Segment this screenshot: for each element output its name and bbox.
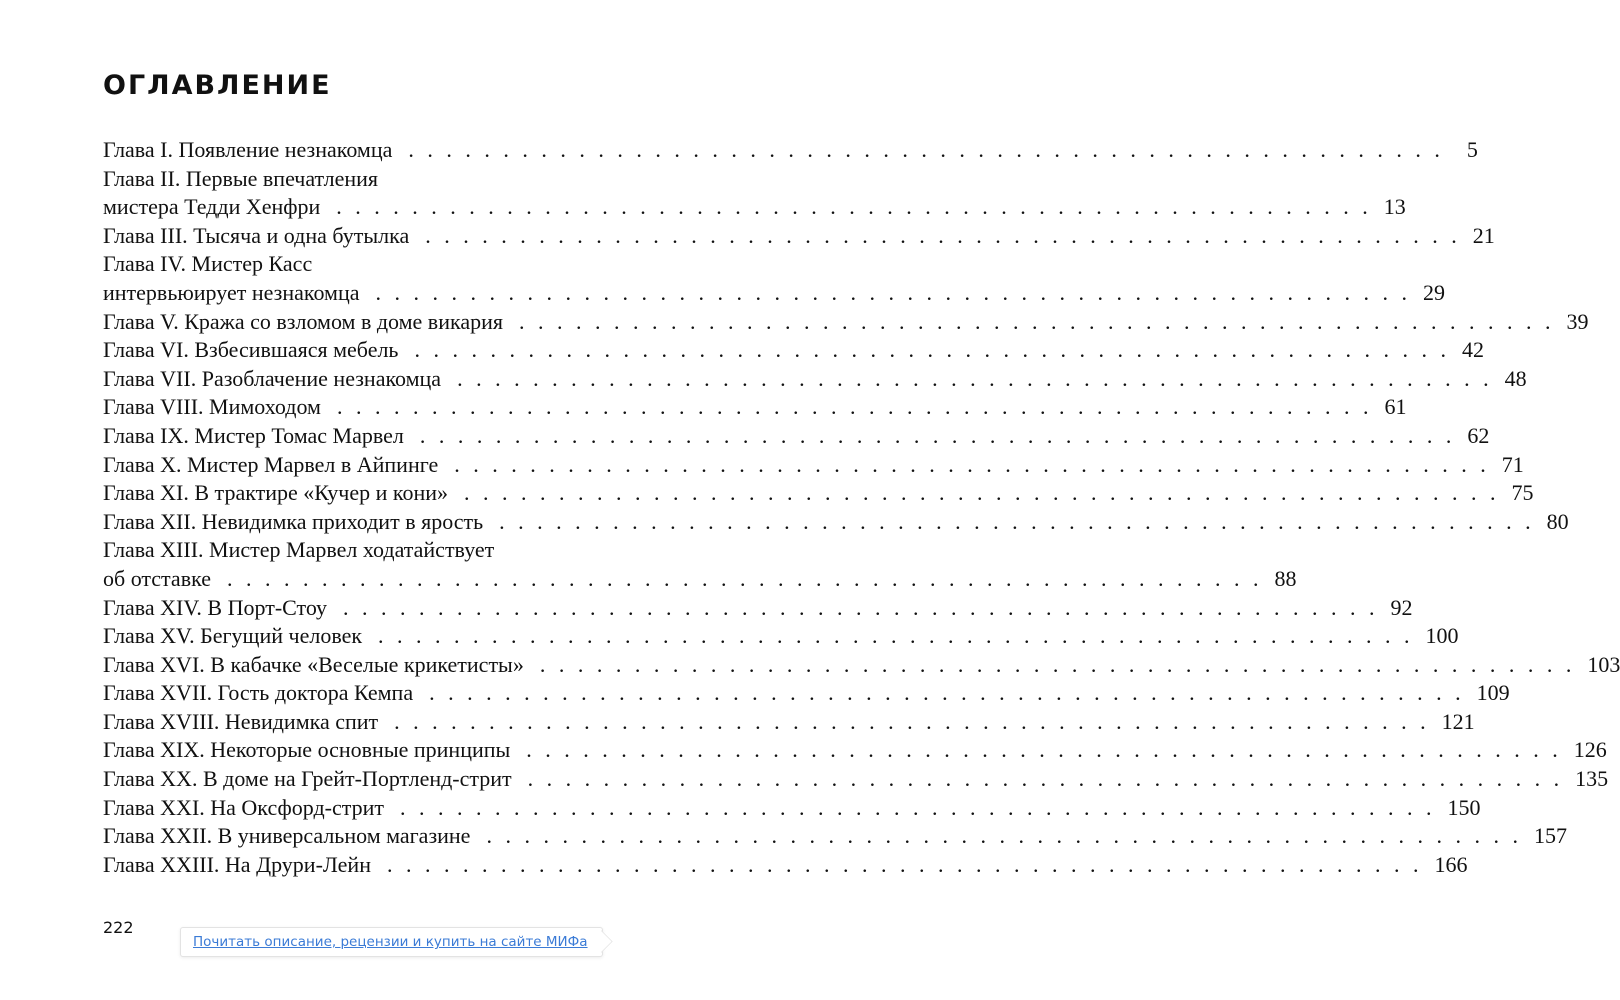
- toc-leader-dots: . . . . . . . . . . . . . . . . . . . . . . . . . . . . . . . . . . . . . . . . . . . . . . . . . . . . . . .: [414, 337, 1450, 363]
- toc-entry-page: 21: [1472, 222, 1495, 248]
- toc-entry-title: интервьюирует незнакомца: [103, 279, 360, 305]
- toc-leader-dots: . . . . . . . . . . . . . . . . . . . . . . . . . . . . . . . . . . . . . . . . . . . . . . . . . . . . . . .: [499, 508, 1535, 534]
- toc-leader-dots: . . . . . . . . . . . . . . . . . . . . . . . . . . . . . . . . . . . . . . . . . . . . . . . . . . . . . . .: [378, 623, 1414, 649]
- toc-entry-page: 80: [1546, 508, 1569, 534]
- toc-entry: [103, 651, 1620, 680]
- toc-entry-title: Глава VIII. Мимоходом: [103, 394, 321, 420]
- toc-leader-dots: . . . . . . . . . . . . . . . . . . . . . . . . . . . . . . . . . . . . . . . . . . . . . . . . . . . . . . .: [336, 194, 1372, 220]
- toc-leader-dots: . . . . . . . . . . . . . . . . . . . . . . . . . . . . . . . . . . . . . . . . . . . . . . . . . . . . . . .: [518, 308, 1555, 334]
- toc-entry-title: Глава XVIII. Невидимка спит: [103, 708, 379, 734]
- toc-entry-page: 150: [1447, 794, 1481, 820]
- toc-leader-dots: . . . . . . . . . . . . . . . . . . . . . . . . . . . . . . . . . . . . . . . . . . . . . . . . . . . . . . .: [454, 451, 1490, 477]
- toc-entry: [103, 536, 680, 565]
- toc-entry: [103, 594, 1413, 623]
- toc-leader-dots: . . . . . . . . . . . . . . . . . . . . . . . . . . . . . . . . . . . . . . . . . . . . . . . . . . . . . . .: [336, 394, 1373, 420]
- toc-entry: [103, 365, 1527, 394]
- toc-entry-page: 29: [1423, 279, 1446, 305]
- toc-entry: [103, 393, 1407, 422]
- toc-entry: [103, 451, 1524, 480]
- toc-entry: [103, 336, 1484, 365]
- toc-leader-dots: . . . . . . . . . . . . . . . . . . . . . . . . . . . . . . . . . . . . . . . . . . . . . . . . . . . . . . .: [386, 851, 1423, 877]
- toc-entry-title: Глава XIX. Некоторые основные принципы: [103, 737, 511, 763]
- toc-entry-page: 166: [1434, 851, 1468, 877]
- toc-entry-title: Глава III. Тысяча и одна бутылка: [103, 222, 410, 248]
- toc-entry-title: Глава XI. В трактире «Кучер и кони»: [103, 480, 448, 506]
- toc-entry: [103, 136, 1478, 165]
- toc-leader-dots: . . . . . . . . . . . . . . . . . . . . . . . . . . . . . . . . . . . . . . . . . . . . . . . . . . . . . . .: [343, 594, 1379, 620]
- toc-leader-dots: . . . . . . . . . . . . . . . . . . . . . . . . . . . . . . . . . . . . . . . . . . . . . . . . . . . . . . .: [457, 365, 1493, 391]
- toc-entry: [103, 679, 1510, 708]
- link-arrow-icon: [590, 930, 612, 952]
- toc-entry-title: Глава XIII. Мистер Марвел ходатайствует: [103, 537, 495, 563]
- toc-entry: [103, 822, 1567, 851]
- toc-leader-dots: . . . . . . . . . . . . . . . . . . . . . . . . . . . . . . . . . . . . . . . . . . . . . . . . . . . . . . .: [539, 651, 1576, 677]
- toc-entry-title: Глава XIV. В Порт-Стоу: [103, 594, 328, 620]
- toc-entry: [103, 794, 1481, 823]
- toc-entry: [103, 165, 680, 194]
- toc-entry-title: Глава XVI. В кабачке «Веселые крикетисты»: [103, 651, 524, 677]
- table-of-contents: [103, 136, 1620, 879]
- toc-entry-title: Глава XXIII. На Друри-Лейн: [103, 851, 371, 877]
- toc-leader-dots: . . . . . . . . . . . . . . . . . . . . . . . . . . . . . . . . . . . . . . . . . . . . . . . . . . . . . . .: [486, 823, 1522, 849]
- page-number: 222: [103, 918, 134, 937]
- toc-entry: [103, 708, 1475, 737]
- toc-entry-title: Глава II. Первые впечатления: [103, 165, 379, 191]
- toc-entry-page: 103: [1587, 651, 1620, 677]
- toc-entry-title: Глава IV. Мистер Касс: [103, 251, 313, 277]
- buy-link-label[interactable]: Почитать описание, рецензии и купить на сайте МИФа: [193, 934, 588, 950]
- toc-entry-page: 39: [1566, 308, 1589, 334]
- toc-entry-page: 75: [1511, 480, 1534, 506]
- toc-entry-page: 88: [1274, 565, 1297, 591]
- toc-leader-dots: . . . . . . . . . . . . . . . . . . . . . . . . . . . . . . . . . . . . . . . . . . . . . . . . . . . . . . .: [375, 279, 1412, 305]
- toc-leader-dots: . . . . . . . . . . . . . . . . . . . . . . . . . . . . . . . . . . . . . . . . . . . . . . . . . . . . . . .: [227, 565, 1263, 591]
- toc-leader-dots: . . . . . . . . . . . . . . . . . . . . . . . . . . . . . . . . . . . . . . . . . . . . . . . . . . . . . . .: [408, 137, 1444, 162]
- toc-entry-page: 48: [1504, 365, 1527, 391]
- buy-link[interactable]: [180, 927, 603, 957]
- toc-entry-page: 13: [1383, 194, 1406, 220]
- toc-leader-dots: . . . . . . . . . . . . . . . . . . . . . . . . . . . . . . . . . . . . . . . . . . . . . . . . . . . . . . .: [394, 708, 1430, 734]
- toc-leader-dots: . . . . . . . . . . . . . . . . . . . . . . . . . . . . . . . . . . . . . . . . . . . . . . . . . . . . . . .: [400, 794, 1436, 820]
- toc-entry: [103, 250, 680, 279]
- toc-leader-dots: . . . . . . . . . . . . . . . . . . . . . . . . . . . . . . . . . . . . . . . . . . . . . . . . . . . . . . .: [464, 480, 1500, 506]
- toc-entry: [103, 765, 1609, 794]
- toc-entry-page: 5: [1466, 137, 1478, 162]
- toc-entry-page: 157: [1533, 823, 1567, 849]
- toc-entry-title: Глава XX. В доме на Грейт-Портленд-стрит: [103, 766, 512, 792]
- toc-entry: [103, 193, 1406, 222]
- toc-entry-title: Глава V. Кража со взломом в доме викария: [103, 308, 503, 334]
- toc-entry: [103, 422, 1490, 451]
- toc-leader-dots: . . . . . . . . . . . . . . . . . . . . . . . . . . . . . . . . . . . . . . . . . . . . . . . . . . . . . . .: [526, 737, 1562, 763]
- page-title: ОГЛАВЛЕНИЕ: [103, 70, 332, 101]
- toc-leader-dots: . . . . . . . . . . . . . . . . . . . . . . . . . . . . . . . . . . . . . . . . . . . . . . . . . . . . . . .: [527, 766, 1564, 792]
- toc-entry-title: мистера Тедди Хенфри: [103, 194, 321, 220]
- toc-entry-title: Глава VI. Взбесившаяся мебель: [103, 337, 399, 363]
- toc-entry-title: Глава IX. Мистер Томас Марвел: [103, 422, 404, 448]
- toc-leader-dots: . . . . . . . . . . . . . . . . . . . . . . . . . . . . . . . . . . . . . . . . . . . . . . . . . . . . . . .: [419, 422, 1456, 448]
- toc-entry: [103, 851, 1468, 880]
- toc-entry-page: 100: [1425, 623, 1459, 649]
- toc-entry-title: об отставке: [103, 565, 211, 591]
- toc-entry-title: Глава XII. Невидимка приходит в ярость: [103, 508, 484, 534]
- toc-leader-dots: . . . . . . . . . . . . . . . . . . . . . . . . . . . . . . . . . . . . . . . . . . . . . . . . . . . . . . .: [429, 680, 1465, 706]
- toc-entry-title: Глава X. Мистер Марвел в Айпинге: [103, 451, 439, 477]
- toc-entry: [103, 508, 1569, 537]
- toc-entry-page: 121: [1441, 708, 1475, 734]
- toc-entry-title: Глава XXI. На Оксфорд-стрит: [103, 794, 385, 820]
- toc-entry-page: 109: [1476, 680, 1510, 706]
- toc-entry-title: Глава XVII. Гость доктора Кемпа: [103, 680, 414, 706]
- toc-entry-page: 61: [1384, 394, 1407, 420]
- toc-entry: [103, 565, 1297, 594]
- toc-entry: [103, 308, 1589, 337]
- toc-entry: [103, 479, 1534, 508]
- toc-entry-title: Глава VII. Разоблачение незнакомца: [103, 365, 442, 391]
- toc-leader-dots: . . . . . . . . . . . . . . . . . . . . . . . . . . . . . . . . . . . . . . . . . . . . . . . . . . . . . . .: [425, 222, 1461, 248]
- toc-entry-page: 126: [1573, 737, 1607, 763]
- toc-entry-page: 62: [1467, 422, 1490, 448]
- toc-entry: [103, 222, 1495, 251]
- toc-entry-title: Глава XV. Бегущий человек: [103, 623, 363, 649]
- toc-entry: [103, 736, 1607, 765]
- toc-entry: [103, 279, 1446, 308]
- toc-entry-page: 71: [1501, 451, 1524, 477]
- toc-entry-page: 135: [1575, 766, 1609, 792]
- toc-entry: [103, 622, 1459, 651]
- toc-entry-page: 92: [1390, 594, 1413, 620]
- toc-entry-title: Глава I. Появление незнакомца: [103, 137, 393, 162]
- toc-entry-page: 42: [1461, 337, 1484, 363]
- toc-entry-title: Глава XXII. В универсальном магазине: [103, 823, 471, 849]
